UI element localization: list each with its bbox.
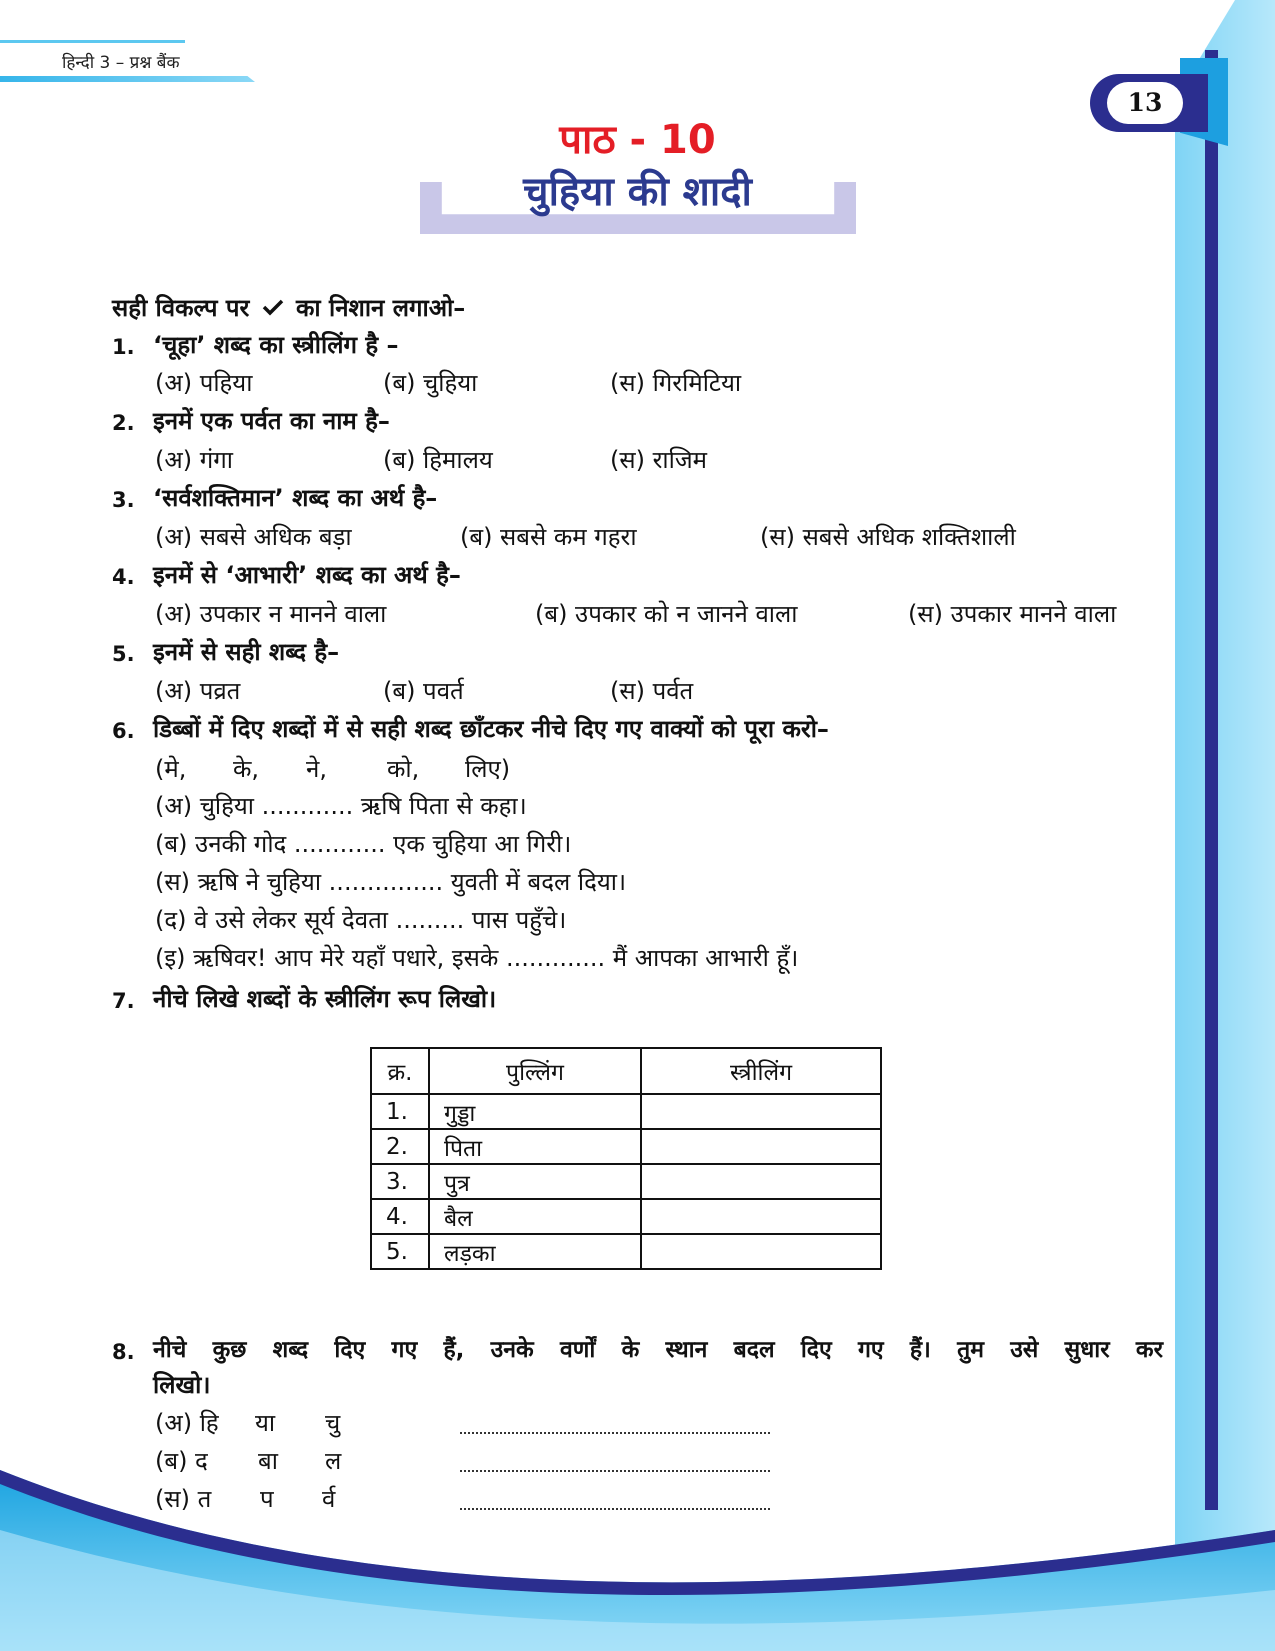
right-band-dark — [1205, 50, 1218, 1510]
lesson-title: चुहिया की शादी — [523, 169, 752, 215]
table-row — [371, 1129, 881, 1164]
table-header-row — [371, 1048, 881, 1094]
q4-text: इनमें से ‘आभारी’ शब्द का अर्थ है– — [153, 561, 461, 589]
q6-sentence-a: (अ) चुहिया ............ ऋषि पिता से कहा। — [155, 792, 527, 820]
q6-sentence-b: (ब) उनकी गोद ............ एक चुहिया आ गिरी। — [155, 830, 572, 858]
q5-option-c: (स) पर्वत — [610, 677, 694, 705]
bottom-wave — [0, 1470, 1275, 1651]
q6-word-3: ने, — [306, 755, 327, 783]
q5-number: 5. — [112, 642, 135, 666]
q1-text: ‘चूहा’ शब्द का स्त्रीलिंग है – — [153, 331, 399, 359]
masculine-word: पुत्र — [429, 1164, 641, 1199]
q3-option-c: (स) सबसे अधिक शक्तिशाली — [760, 523, 1016, 551]
feminine-answer-cell[interactable] — [641, 1199, 881, 1234]
q8-text-line1: नीचे कुछ शब्द दिए गए हैं, उनके वर्णों के स्थान बदल दिए गए हैं। तुम उसे सुधार कर — [153, 1337, 1163, 1363]
q6-text: डिब्बों में दिए शब्दों में से सही शब्द छाँटकर नीचे दिए गए वाक्यों को पूरा करो– — [153, 715, 829, 743]
q4-option-c: (स) उपकार मानने वाला — [908, 600, 1117, 628]
checkmark-icon — [262, 293, 284, 323]
instruction — [112, 293, 465, 323]
column-header-number: क्र. — [371, 1048, 429, 1094]
feminine-answer-cell[interactable] — [641, 1164, 881, 1199]
q6-word-4: को, — [387, 755, 420, 783]
row-number: 5. — [371, 1234, 429, 1269]
q8-item-b-part1: (ब) द — [155, 1447, 208, 1475]
q3-text: ‘सर्वशक्तिमान’ शब्द का अर्थ है– — [153, 484, 438, 512]
header-line-top — [0, 40, 185, 43]
q6-number: 6. — [112, 719, 135, 743]
q8-item-c-part3: र्व — [322, 1485, 336, 1513]
right-band-light — [1175, 0, 1275, 1651]
q2-option-c: (स) राजिम — [610, 446, 707, 474]
q7-number: 7. — [112, 989, 135, 1013]
q4-number: 4. — [112, 565, 135, 589]
q8-item-b-part3: ल — [325, 1447, 342, 1475]
q8-answer-line-a[interactable] — [460, 1428, 770, 1434]
q1-option-c: (स) गिरमिटिया — [610, 369, 742, 397]
q1-option-b: (ब) चुहिया — [383, 369, 478, 397]
q2-number: 2. — [112, 411, 135, 435]
table-row — [371, 1164, 881, 1199]
table-row — [371, 1234, 881, 1269]
q2-text: इनमें एक पर्वत का नाम है– — [153, 407, 390, 435]
row-number: 1. — [371, 1094, 429, 1129]
q7-text: नीचे लिखे शब्दों के स्त्रीलिंग रूप लिखो। — [153, 985, 497, 1013]
feminine-answer-cell[interactable] — [641, 1129, 881, 1164]
table-row — [371, 1199, 881, 1234]
q4-option-b: (ब) उपकार को न जानने वाला — [535, 600, 798, 628]
q8-item-c-part2: प — [260, 1485, 274, 1513]
row-number: 3. — [371, 1164, 429, 1199]
instruction-before: सही विकल्प पर — [112, 294, 250, 322]
q5-option-a: (अ) पव्रत — [155, 677, 241, 705]
q3-option-b: (ब) सबसे कम गहरा — [460, 523, 637, 551]
masculine-word: लड़का — [429, 1234, 641, 1269]
q5-option-b: (ब) पवर्त — [383, 677, 464, 705]
q6-sentence-c: (स) ऋषि ने चुहिया ............... युवती में बदल दिया। — [155, 868, 627, 896]
masculine-word: पिता — [429, 1129, 641, 1164]
q8-item-a-part1: (अ) हि — [155, 1409, 219, 1437]
q1-number: 1. — [112, 335, 135, 359]
lesson-number: पाठ - 10 — [559, 117, 716, 163]
q8-text-line2: लिखो। — [153, 1371, 211, 1399]
page-number: 13 — [1107, 82, 1183, 124]
q6-word-5: लिए) — [465, 755, 511, 783]
masculine-word: बैल — [429, 1199, 641, 1234]
q3-number: 3. — [112, 488, 135, 512]
q5-text: इनमें से सही शब्द है– — [153, 638, 340, 666]
header-line-bottom — [0, 76, 255, 82]
q3-option-a: (अ) सबसे अधिक बड़ा — [155, 523, 352, 551]
feminine-answer-cell[interactable] — [641, 1094, 881, 1129]
q8-item-b-part2: बा — [258, 1447, 278, 1475]
q2-option-a: (अ) गंगा — [155, 446, 233, 474]
book-title: हिन्दी 3 – प्रश्न बैंक — [62, 53, 180, 73]
q6-sentence-e: (इ) ऋषिवर! आप मेरे यहाँ पधारे, इसके ............. मैं आपका आभारी हूँ। — [155, 944, 799, 972]
q4-option-a: (अ) उपकार न मानने वाला — [155, 600, 387, 628]
table-row — [371, 1094, 881, 1129]
column-header-masculine: पुल्लिंग — [429, 1048, 641, 1094]
q6-sentence-d: (द) वे उसे लेकर सूर्य देवता ......... पास पहुँचे। — [155, 906, 567, 934]
q6-word-1: (मे, — [155, 755, 187, 783]
q8-item-a-part3: चु — [325, 1409, 341, 1437]
row-number: 4. — [371, 1199, 429, 1234]
gender-table — [370, 1047, 882, 1270]
masculine-word: गुड्डा — [429, 1094, 641, 1129]
q6-word-2: के, — [233, 755, 260, 783]
q8-item-c-part1: (स) त — [155, 1485, 212, 1513]
row-number: 2. — [371, 1129, 429, 1164]
q8-number: 8. — [112, 1340, 135, 1364]
q2-option-b: (ब) हिमालय — [383, 446, 493, 474]
q8-item-a-part2: या — [255, 1409, 276, 1437]
q1-option-a: (अ) पहिया — [155, 369, 253, 397]
feminine-answer-cell[interactable] — [641, 1234, 881, 1269]
instruction-after: का निशान लगाओ– — [295, 294, 466, 322]
column-header-feminine: स्त्रीलिंग — [641, 1048, 881, 1094]
